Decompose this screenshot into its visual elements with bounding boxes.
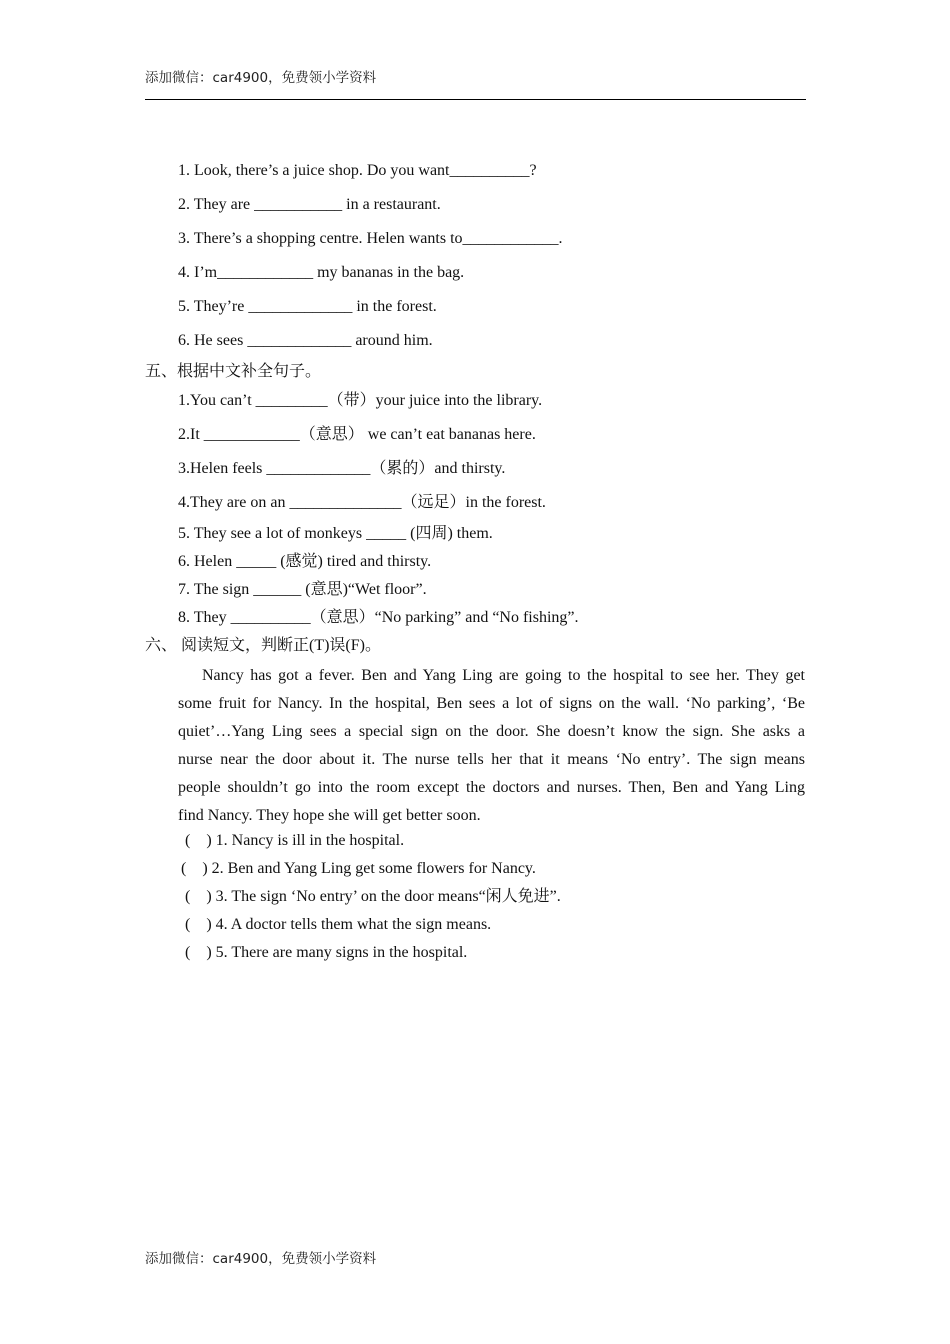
part5-item-3: 3.Helen feels _____________（累的）and thirsty. bbox=[178, 460, 506, 477]
part5-item-5: 5. They see a lot of monkeys _____ (四周) them. bbox=[178, 525, 493, 542]
passage-line: some fruit for Nancy. In the hospital, Ben sees a lot of signs on the wall. ‘No parking’, ‘Be bbox=[178, 695, 805, 712]
part6-title: 六、 阅读短文，判断正(T)误(F)。 bbox=[145, 637, 381, 654]
header-rule bbox=[145, 99, 806, 100]
part6-item-2: ( ) 2. Ben and Yang Ling get some flowers for Nancy. bbox=[181, 860, 536, 877]
part4-item-6: 6. He sees _____________ around him. bbox=[178, 332, 433, 349]
part5-item-2: 2.It ____________（意思） we can’t eat bananas here. bbox=[178, 426, 536, 443]
part6-item-5: ( ) 5. There are many signs in the hospital. bbox=[185, 944, 468, 961]
page-header: 添加微信：car4900，免费领小学资料 bbox=[145, 70, 377, 86]
part5-item-4: 4.They are on an ______________（远足）in the forest. bbox=[178, 494, 546, 511]
part4-item-2: 2. They are ___________ in a restaurant. bbox=[178, 196, 441, 213]
passage-line: find Nancy. They hope she will get better soon. bbox=[178, 807, 481, 824]
passage-line: people shouldn’t go into the room except the doctors and nurses. Then, Ben and Yang Ling bbox=[178, 779, 805, 796]
part4-item-3: 3. There’s a shopping centre. Helen wants to____________. bbox=[178, 230, 563, 247]
part5-item-7: 7. The sign ______ (意思)“Wet floor”. bbox=[178, 581, 427, 598]
part4-item-5: 5. They’re _____________ in the forest. bbox=[178, 298, 437, 315]
part6-item-3: ( ) 3. The sign ‘No entry’ on the door means“闲人免进”. bbox=[185, 888, 561, 905]
part5-item-8: 8. They __________（意思）“No parking” and “No fishing”. bbox=[178, 609, 579, 626]
passage-line: quiet’…Yang Ling sees a special sign on the door. She doesn’t know the sign. She asks a bbox=[178, 723, 805, 740]
part5-item-1: 1.You can’t _________（带）your juice into the library. bbox=[178, 392, 543, 409]
part5-title: 五、根据中文补全句子。 bbox=[145, 363, 322, 380]
part5-item-6: 6. Helen _____ (感觉) tired and thirsty. bbox=[178, 553, 432, 570]
passage-line: nurse near the door about it. The nurse tells her that it means ‘No entry’. The sign means bbox=[178, 751, 805, 768]
page-footer: 添加微信：car4900，免费领小学资料 bbox=[145, 1251, 377, 1267]
part6-item-1: ( ) 1. Nancy is ill in the hospital. bbox=[185, 832, 405, 849]
part4-item-1: 1. Look, there’s a juice shop. Do you want__________? bbox=[178, 162, 537, 179]
part6-item-4: ( ) 4. A doctor tells them what the sign means. bbox=[185, 916, 492, 933]
reading-passage bbox=[178, 662, 805, 830]
part4-item-4: 4. I’m____________ my bananas in the bag. bbox=[178, 264, 465, 281]
passage-line: Nancy has got a fever. Ben and Yang Ling are going to the hospital to see her. They get bbox=[202, 667, 805, 684]
